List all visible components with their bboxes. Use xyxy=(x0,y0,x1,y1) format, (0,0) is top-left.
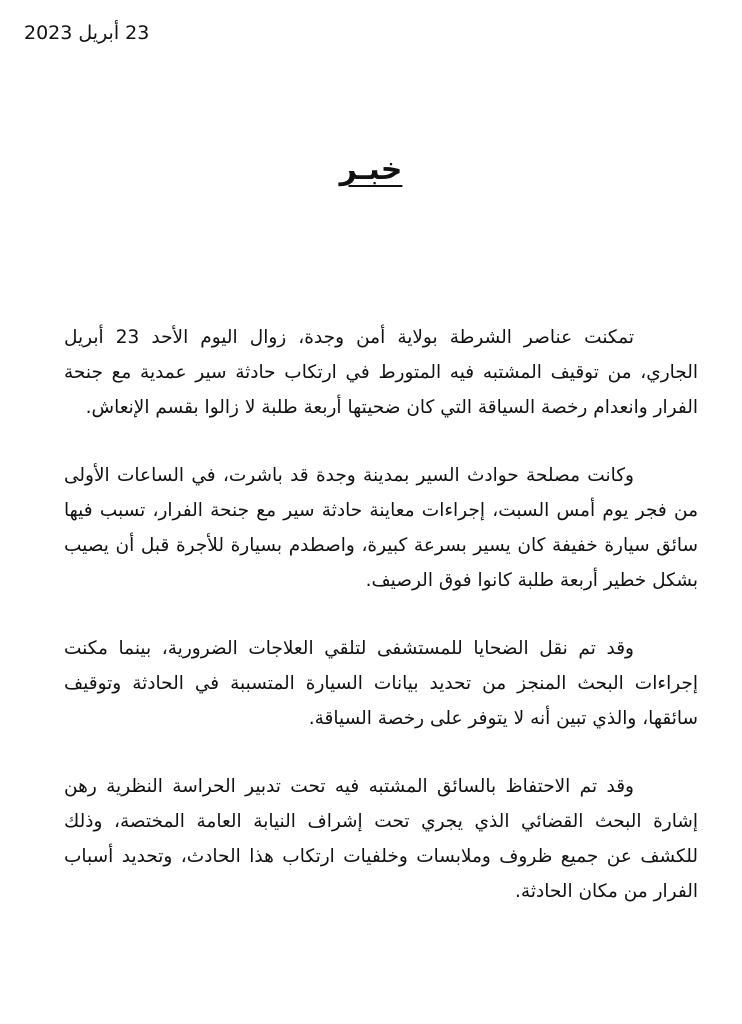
document-body xyxy=(64,320,698,942)
document-title: خبـر xyxy=(339,152,403,187)
paragraph-2: وكانت مصلحة حوادث السير بمدينة وجدة قد باشرت، في الساعات الأولى من فجر يوم أمس السبت، إجراءات معاينة حادثة سير مع جنحة الفرار، تسبب فيها سائق سيارة خفيفة كان يسير بسرعة كبيرة، واصطدم بسيارة للأجرة قبل أن يصيب بشكل خطير أربعة طلبة كانوا فوق الرصيف. xyxy=(64,465,698,591)
paragraph-1: تمكنت عناصر الشرطة بولاية أمن وجدة، زوال اليوم الأحد 23 أبريل الجاري، من توقيف المشتبه فيه المتورط في ارتكاب حادثة سير عمدية مع جنحة الفرار وانعدام رخصة السياقة التي كان ضحيتها أربعة طلبة لا زالوا بقسم الإنعاش. xyxy=(64,327,698,418)
paragraph-3: وقد تم نقل الضحايا للمستشفى لتلقي العلاجات الضرورية، بينما مكنت إجراءات البحث المنجز من تحديد بيانات السيارة المتسببة في الحادثة وتوقيف سائقها، والذي تبين أنه لا يتوفر على رخصة السياقة. xyxy=(64,638,698,729)
paragraph-4: وقد تم الاحتفاظ بالسائق المشتبه فيه تحت تدبير الحراسة النظرية رهن إشارة البحث القضائي الذي يجري تحت إشراف النيابة العامة المختصة، وذلك للكشف عن جميع ظروف وملابسات وخلفيات ارتكاب هذا الحادث، وتحديد أسباب الفرار من مكان الحادثة. xyxy=(64,776,698,902)
document-date: 23 أبريل 2023 xyxy=(24,22,150,44)
